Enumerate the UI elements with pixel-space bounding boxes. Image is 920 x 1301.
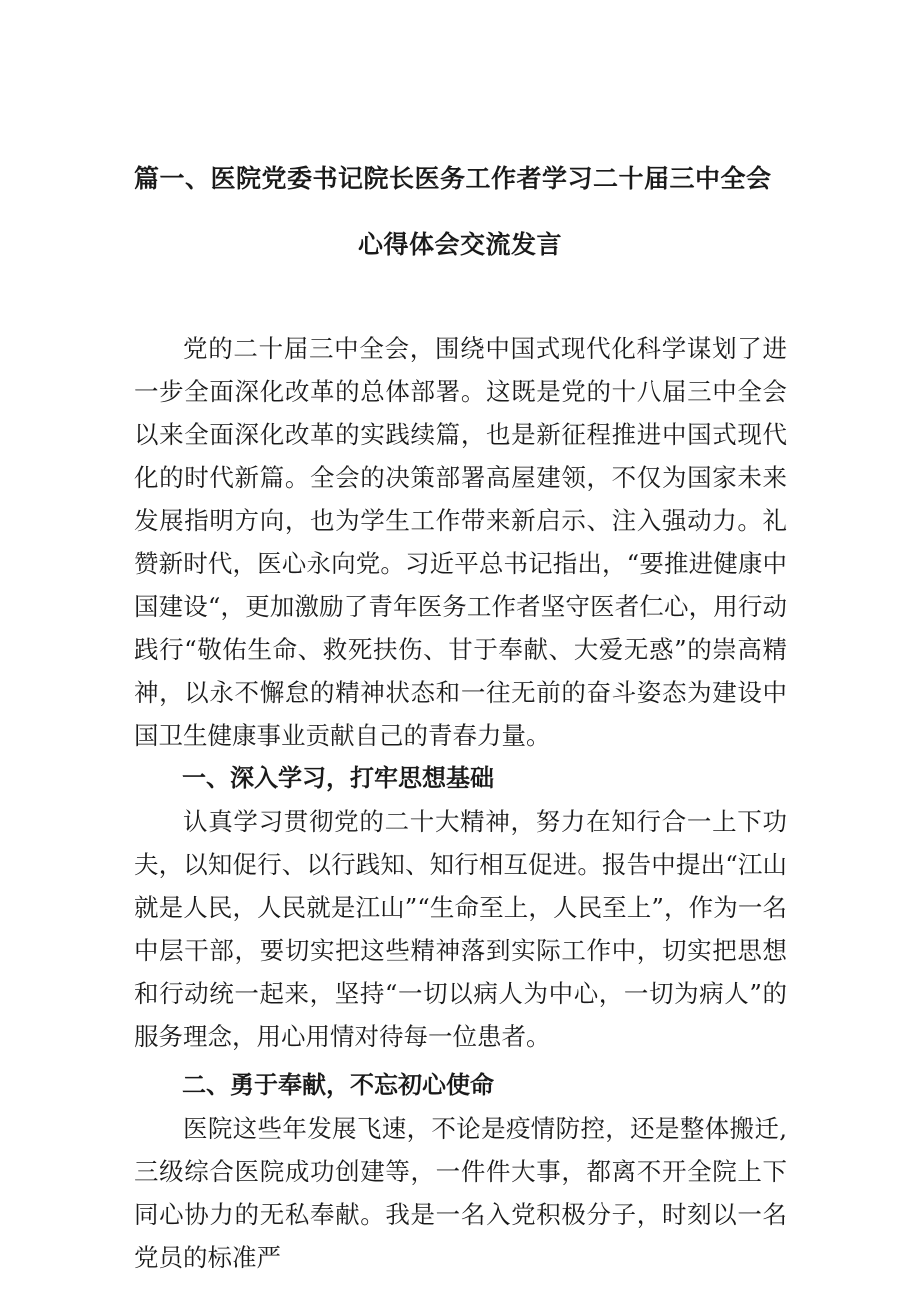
paragraph-section-2: 医院这些年发展飞速，不论是疫情防控，还是整体搬迁,三级综合医院成功创建等，一件件大事，都离不开全院上下同心协力的无私奉献。我是一名入党积极分子，时刻以一名党员的标准严 [134,1114,787,1272]
section-heading-1: 一、深入学习，打牢思想基础 [182,764,494,792]
document-title-line-1: 篇一、医院党委书记院长医务工作者学习二十届三中全会 [134,164,772,193]
paragraph-section-1: 认真学习贯彻党的二十大精神，努力在知行合一上下功夫，以知促行、以行践知、知行相互促进。报告中提出“江山就是人民，人民就是江山”“生命至上，人民至上”，作为一名中层干部，要切实把这些精神落到实际工作中，切实把思想和行动统一起来，坚持“一切以病人为中心，一切为病人”的服务理念，用心用情对待每一位患者。 [134,807,787,1051]
document-body [134,327,787,1279]
section-heading-2: 二、勇于奉献，不忘初心使命 [182,1071,494,1099]
document-title-line-2: 心得体会交流发言 [357,230,562,259]
paragraph-intro: 党的二十届三中全会，围绕中国式现代化科学谋划了进一步全面深化改革的总体部署。这既是党的十八届三中全会以来全面深化改革的实践续篇，也是新征程推进中国式现代化的时代新篇。全会的决策部署高屋建领，不仅为国家未来发展指明方向，也为学生工作带来新启示、注入强动力。礼赞新时代，医心永向党。习近平总书记指出，“要推进健康中国建设“，更加激励了青年医务工作者坚守医者仁心，用行动践行“敬佑生命、救死扶伤、甘于奉献、大爱无惑”的崇高精神，以永不懈怠的精神状态和一往无前的奋斗姿态为建设中国卫生健康事业贡献自己的青春力量。 [134,334,787,750]
